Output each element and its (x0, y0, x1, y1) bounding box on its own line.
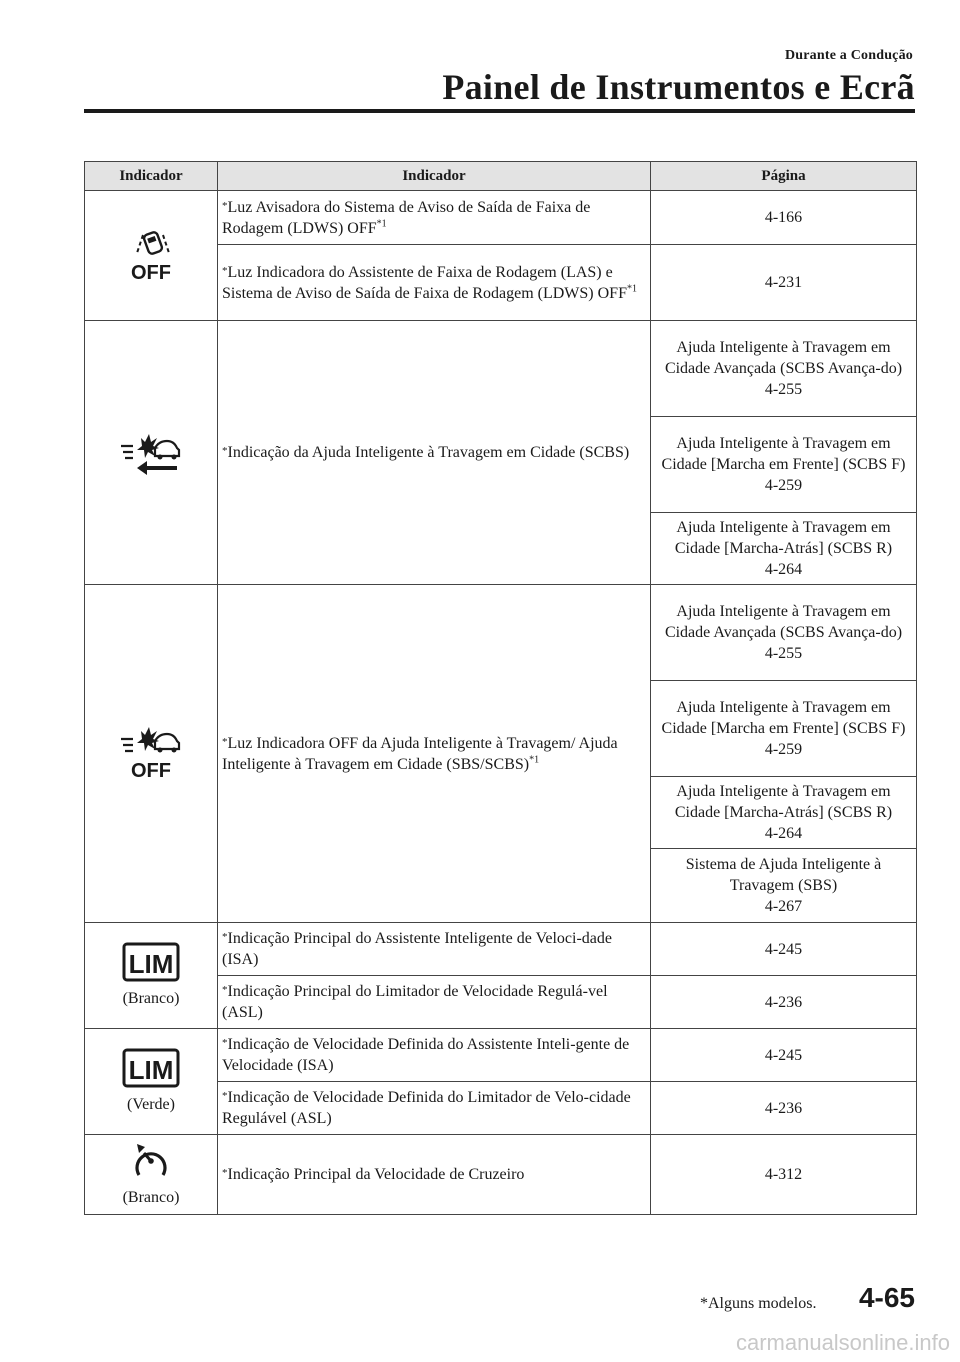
page-ref-number: 4-259 (764, 477, 803, 494)
page-ref-number: 4-259 (764, 741, 803, 758)
page-ref: 4-245 (651, 923, 917, 976)
icon-cell (85, 1135, 218, 1215)
cruise-control-icon (131, 1141, 171, 1181)
icon-color-caption: (Branco) (122, 1189, 180, 1206)
lim-icon (122, 942, 180, 982)
svg-text:LIM: LIM (128, 1055, 174, 1085)
page-ref: 4-166 (651, 191, 917, 245)
page-ref-number: 4-255 (764, 381, 803, 398)
page-number: 4-65 (858, 1282, 915, 1313)
icon-cell (85, 1029, 218, 1135)
lane-departure-off-icon (123, 227, 179, 285)
page-ref-title: Ajuda Inteligente à Travagem em Cidade Avançada (SCBS Avança-do) (664, 339, 903, 377)
page-ref (651, 321, 917, 417)
page-ref-number: 4-267 (764, 898, 803, 915)
indicator-description: *Luz Indicadora do Assistente de Faixa de Rodagem (LAS) e Sistema de Aviso de Saída de Faixa de Rodagem (LDWS) OFF$^{*1}$ (218, 245, 651, 321)
page-ref-title: Ajuda Inteligente à Travagem em Cidade [Marcha-Atrás] (SCBS R) (674, 783, 893, 821)
footnote: *Alguns modelos. (700, 1295, 817, 1312)
table-row (85, 923, 917, 976)
page-ref (651, 417, 917, 513)
page-ref-title: Sistema de Ajuda Inteligente à Travagem (SBS) (685, 856, 882, 894)
smart-city-brake-support-icon (119, 428, 183, 478)
icon-cell (85, 923, 218, 1029)
col-header-icon: Indicador (85, 162, 218, 191)
page-ref (651, 849, 917, 923)
indicator-table (84, 161, 917, 1215)
table-row (85, 191, 917, 245)
page-ref (651, 777, 917, 849)
page-ref-number: 4-264 (764, 825, 803, 842)
page-ref: 4-231 (651, 245, 917, 321)
indicator-description: *Indicação Principal do Assistente Inteligente de Veloci-dade (ISA) (218, 923, 651, 976)
svg-text:OFF: OFF (131, 261, 171, 284)
lim-icon (122, 1048, 180, 1088)
page-ref-title: Ajuda Inteligente à Travagem em Cidade [Marcha em Frente] (SCBS F) (661, 699, 906, 737)
page-ref-title: Ajuda Inteligente à Travagem em Cidade [Marcha-Atrás] (SCBS R) (674, 519, 893, 557)
header-rule (84, 109, 915, 113)
icon-cell (85, 321, 218, 585)
page-ref (651, 585, 917, 681)
indicator-description: *Luz Indicadora OFF da Ajuda Inteligente à Travagem/ Ajuda Inteligente à Travagem em Cidade (SBS/SCBS)$^{*1}$ (218, 585, 651, 923)
page-ref (651, 513, 917, 585)
page-title: Painel de Instrumentos e Ecrã (442, 67, 915, 107)
icon-color-caption: (Branco) (122, 990, 180, 1007)
icon-color-caption: (Verde) (127, 1096, 175, 1113)
indicator-description: *Indicação de Velocidade Definida do Limitador de Velo-cidade Regulável (ASL) (218, 1082, 651, 1135)
page-ref: 4-245 (651, 1029, 917, 1082)
svg-text:OFF: OFF (131, 759, 171, 782)
page-ref (651, 681, 917, 777)
svg-text:LIM: LIM (128, 949, 174, 979)
page-ref-number: 4-255 (764, 645, 803, 662)
table-row (85, 321, 917, 417)
page-ref: 4-236 (651, 976, 917, 1029)
indicator-description: *Indicação Principal do Limitador de Velocidade Regulá-vel (ASL) (218, 976, 651, 1029)
page-ref-title: Ajuda Inteligente à Travagem em Cidade [Marcha em Frente] (SCBS F) (661, 435, 906, 473)
brake-support-off-icon (119, 725, 183, 783)
page-ref-number: 4-264 (764, 561, 803, 578)
table-header-row (85, 162, 917, 191)
icon-cell (85, 191, 218, 321)
col-header-indicator: Indicador (218, 162, 651, 191)
indicator-description: *Indicação de Velocidade Definida do Assistente Inteli-gente de Velocidade (ISA) (218, 1029, 651, 1082)
page-ref-title: Ajuda Inteligente à Travagem em Cidade Avançada (SCBS Avança-do) (664, 603, 903, 641)
table-row (85, 585, 917, 681)
indicator-description: *Indicação Principal da Velocidade de Cruzeiro (218, 1135, 651, 1215)
page-ref: 4-236 (651, 1082, 917, 1135)
indicator-description: *Luz Avisadora do Sistema de Aviso de Saída de Faixa de Rodagem (LDWS) OFF$^{*1}$ (218, 191, 651, 245)
table-row (85, 1135, 917, 1215)
page-ref: 4-312 (651, 1135, 917, 1215)
table-row (85, 1029, 917, 1082)
col-header-page: Página (651, 162, 917, 191)
indicator-description: *Indicação da Ajuda Inteligente à Travagem em Cidade (SCBS) (218, 321, 651, 585)
section-label: Durante a Condução (784, 48, 913, 63)
icon-cell (85, 585, 218, 923)
watermark: carmanualsonline.info (735, 1330, 950, 1355)
